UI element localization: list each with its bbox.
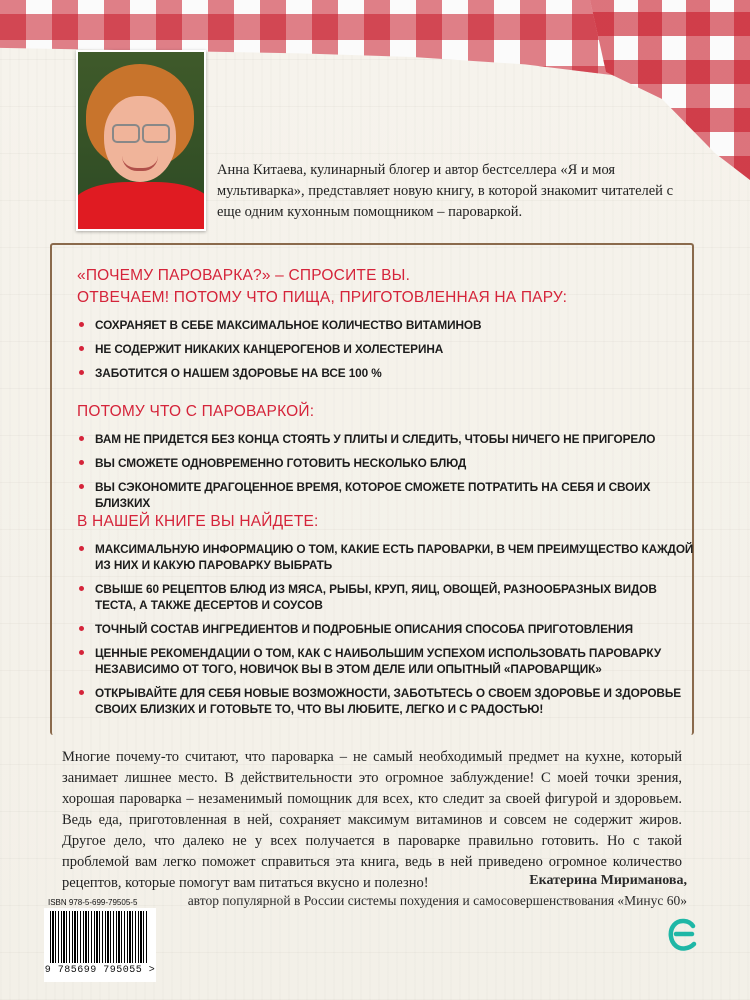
list-item: ОТКРЫВАЙТЕ ДЛЯ СЕБЯ НОВЫЕ ВОЗМОЖНОСТИ, ЗАБОТЬТЕСЬ О СВОЕМ ЗДОРОВЬЕ И ЗДОРОВЬЕ СВОИХ БЛИЗКИХ И ГОТОВЬТЕ ТО, ЧТО ВЫ ЛЮБИТЕ, ЛЕГКО И С РАДОСТЬЮ! [77, 685, 697, 717]
barcode-icon [50, 911, 148, 963]
list-item: ВЫ СМОЖЕТЕ ОДНОВРЕМЕННО ГОТОВИТЬ НЕСКОЛЬКО БЛЮД [77, 455, 697, 471]
section-because [77, 401, 697, 511]
section2-heading: ПОТОМУ ЧТО С ПАРОВАРКОЙ: [77, 403, 315, 420]
section3-heading: В НАШЕЙ КНИГЕ ВЫ НАЙДЕТЕ: [77, 513, 319, 530]
list-item: НЕ СОДЕРЖИТ НИКАКИХ КАНЦЕРОГЕНОВ И ХОЛЕСТЕРИНА [77, 341, 697, 357]
section2-list [77, 431, 697, 511]
testimonial-text: Многие почему-то считают, что пароварка – не самый необходимый предмет на кухне, который занимает лишнее место. В действительности это огромное заблуждение! С моей точки зрения, хорошая пароварка – незаменимый помощник для всех, кто следит за своей фигурой и здоровьем. Ведь еда, приготовленная в ней, сохраняет максимум витаминов и совсем не содержит жиров. Другое дело, что далеко не у всех получается в пароварке правильно готовить. Но с такой проблемой вам легко поможет справиться эта книга, ведь в ней приведено огромное количество рецептов, которые помогут вам питаться вкусно и полезно! [62, 749, 682, 891]
list-item: ВЫ СЭКОНОМИТЕ ДРАГОЦЕННОЕ ВРЕМЯ, КОТОРОЕ СМОЖЕТЕ ПОТРАТИТЬ НА СЕБЯ И СВОИХ БЛИЗКИХ [77, 479, 697, 511]
list-item: ТОЧНЫЙ СОСТАВ ИНГРЕДИЕНТОВ И ПОДРОБНЫЕ ОПИСАНИЯ СПОСОБА ПРИГОТОВЛЕНИЯ [77, 621, 697, 637]
section3-list [77, 541, 697, 717]
list-item: СВЫШЕ 60 РЕЦЕПТОВ БЛЮД ИЗ МЯСА, РЫБЫ, КРУП, ЯИЦ, ОВОЩЕЙ, РАЗНООБРАЗНЫХ ВИДОВ ТЕСТА, А ТАКЖЕ ДЕСЕРТОВ И СОУСОВ [77, 581, 697, 613]
list-item: МАКСИМАЛЬНУЮ ИНФОРМАЦИЮ О ТОМ, КАКИЕ ЕСТЬ ПАРОВАРКИ, В ЧЕМ ПРЕИМУЩЕСТВО КАЖДОЙ ИЗ НИХ И КАКУЮ ПАРОВАРКУ ВЫБРАТЬ [77, 541, 697, 573]
testimonial-author: Екатерина Мириманова, [529, 873, 687, 888]
list-item: ЗАБОТИТСЯ О НАШЕМ ЗДОРОВЬЕ НА ВСЕ 100 % [77, 365, 697, 381]
list-item: ВАМ НЕ ПРИДЕТСЯ БЕЗ КОНЦА СТОЯТЬ У ПЛИТЫ И СЛЕДИТЬ, ЧТОБЫ НИЧЕГО НЕ ПРИГОРЕЛО [77, 431, 697, 447]
tablecloth-corner-decoration [590, 0, 750, 180]
section-why-steamer [77, 265, 697, 381]
isbn-label: ISBN 978-5-699-79505-5 [48, 898, 138, 907]
barcode-number: 9 785699 795055 > [44, 965, 156, 976]
section1-heading-line1: «ПОЧЕМУ ПАРОВАРКА?» – СПРОСИТЕ ВЫ. [77, 267, 411, 284]
list-item: ЦЕННЫЕ РЕКОМЕНДАЦИИ О ТОМ, КАК С НАИБОЛЬШИМ УСПЕХОМ ИСПОЛЬЗОВАТЬ ПАРОВАРКУ НЕЗАВИСИМО ОТ ТОГО, НОВИЧОК ВЫ В ЭТОМ ДЕЛЕ ИЛИ ОПЫТНЫЙ «ПАРОВАРЩИК» [77, 645, 697, 677]
author-photo [76, 50, 206, 231]
publisher-logo-icon [667, 917, 699, 951]
list-item: СОХРАНЯЕТ В СЕБЕ МАКСИМАЛЬНОЕ КОЛИЧЕСТВО ВИТАМИНОВ [77, 317, 697, 333]
testimonial-author-description: автор популярной в России системы похудения и самосовершенствования «Минус 60» [187, 893, 687, 908]
section-in-book [77, 511, 697, 717]
intro-text: Анна Китаева, кулинарный блогер и автор бестселлера «Я и моя мультиварка», представляет новую книгу, в которой знакомит читателей с еще одним кухонным помощником – пароваркой. [217, 162, 673, 220]
section1-list [77, 317, 697, 381]
section1-heading-line2: ОТВЕЧАЕМ! ПОТОМУ ЧТО ПИЩА, ПРИГОТОВЛЕННАЯ НА ПАРУ: [77, 289, 568, 306]
